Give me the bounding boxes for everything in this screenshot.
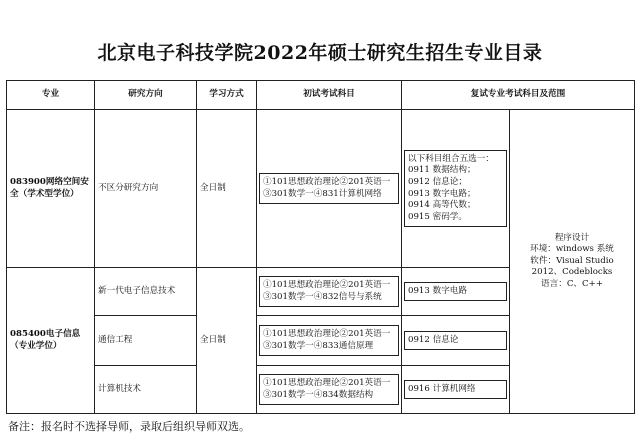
exam-line: ③301数学一④831计算机网络 — [263, 188, 382, 199]
header-exam: 初试考试科目 — [257, 81, 402, 110]
direction-cell: 不区分研究方向 — [95, 110, 197, 268]
retest-cell — [402, 366, 510, 414]
major-cell: 085400电子信息（专业学位） — [7, 268, 95, 414]
retest-line: 0912 信息论 — [408, 334, 459, 345]
retest-cell — [402, 268, 510, 316]
programming-line: 程序设计 — [554, 232, 590, 243]
direction-cell: 通信工程 — [95, 316, 197, 366]
exam-cell — [257, 316, 402, 366]
retest-line: 0912 信息论； — [408, 176, 467, 187]
mode-cell: 全日制 — [197, 110, 257, 268]
retest-line: 以下科目组合五选一： — [408, 153, 494, 164]
header-major: 专业 — [7, 81, 95, 110]
exam-cell — [257, 366, 402, 414]
footnote: 备注：报名时不选择导师，录取后组织导师双选。 — [8, 420, 250, 433]
direction-cell: 新一代电子信息技术 — [95, 268, 197, 316]
major-cell: 083900网络空间安全（学术型学位） — [7, 110, 95, 268]
retest-line: 0916 计算机网络 — [408, 383, 476, 394]
exam-line: ①101思想政治理论②201英语一 — [263, 279, 391, 290]
exam-cell — [257, 110, 402, 268]
page-title: 北京电子科技学院2022年硕士研究生招生专业目录 — [97, 42, 543, 64]
exam-line: ③301数学一④832信号与系统 — [263, 291, 382, 302]
programming-line: 2012、Codeblocks — [531, 267, 613, 278]
programming-cell — [510, 110, 635, 414]
retest-line: 0911 数据结构； — [408, 165, 476, 176]
exam-cell — [257, 268, 402, 316]
retest-line: 0913 数字电路 — [408, 285, 467, 296]
retest-cell — [402, 316, 510, 366]
header-mode: 学习方式 — [197, 81, 257, 110]
exam-line: ③301数学一④834数据结构 — [263, 389, 374, 400]
programming-line: 环境：windows 系统 — [530, 244, 614, 255]
exam-line: ③301数学一④833通信原理 — [263, 340, 374, 351]
exam-line: ①101思想政治理论②201英语一 — [263, 377, 391, 388]
table-header-row — [7, 81, 635, 110]
retest-line: 0913 数字电路； — [408, 188, 476, 199]
exam-line: ①101思想政治理论②201英语一 — [263, 176, 391, 187]
programming-line: 语言：C、C++ — [541, 278, 603, 289]
mode-cell: 全日制 — [197, 268, 257, 414]
programming-line: 软件：Visual Studio — [530, 255, 614, 266]
retest-line: 0915 密码学。 — [408, 211, 467, 222]
retest-line: 0914 高等代数； — [408, 200, 476, 211]
retest-cell — [402, 110, 510, 268]
header-retest: 复试专业考试科目及范围 — [402, 81, 635, 110]
header-direction: 研究方向 — [95, 81, 197, 110]
direction-cell: 计算机技术 — [95, 366, 197, 414]
exam-line: ①101思想政治理论②201英语一 — [263, 328, 391, 339]
catalog-table — [6, 80, 635, 414]
table-row — [7, 110, 635, 268]
